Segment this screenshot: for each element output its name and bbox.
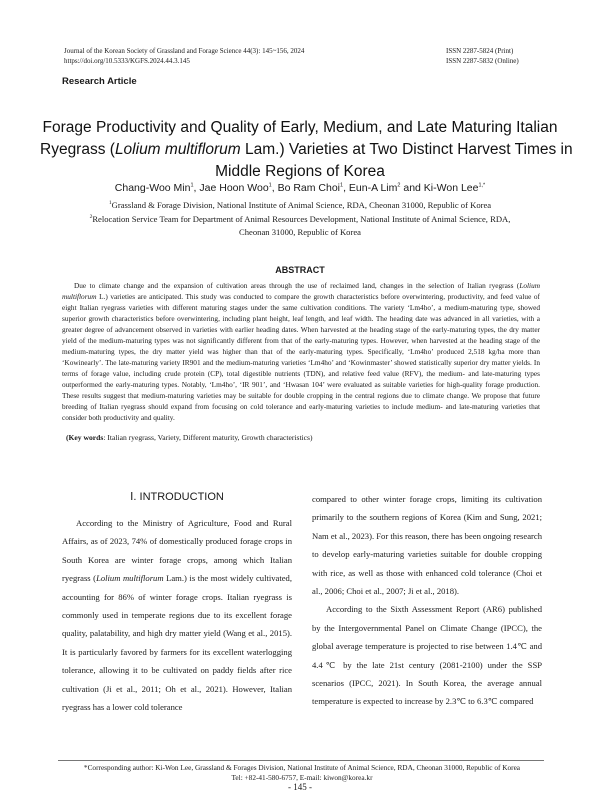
affil-text: Cheonan 31000, Republic of Korea <box>239 226 361 237</box>
keywords <box>66 433 313 442</box>
abstract-body <box>62 280 540 423</box>
author-name: Bo Ram Choi <box>277 182 341 194</box>
issn-print: ISSN 2287-5824 (Print) <box>446 47 514 55</box>
keywords-text: : Italian ryegrass, Variety, Different maturity, Growth characteristics) <box>103 433 313 442</box>
affil-mark: 2 <box>89 214 93 220</box>
section-heading: Ⅰ. INTRODUCTION <box>130 491 224 503</box>
author-name: Jae Hoon Woo <box>199 182 269 194</box>
title-line-1: Forage Productivity and Quality of Early, Medium, and Late Maturing Italian <box>42 119 558 136</box>
affiliation-1 <box>62 197 538 212</box>
title-text: Lam.) Varieties at Two Distinct Harvest Times in <box>240 141 573 158</box>
affiliation-2 <box>62 211 538 239</box>
title-line-2 <box>40 139 573 161</box>
author-name: Chang-Woo Min <box>114 182 191 194</box>
paragraph: compared to other winter forage crops, limiting its cultivation primarily to the southern regions of Korea (Kim and Sung, 2021; Nam et al., 2023). For this reason, there has been ongoing research to develop early-maturing varieties suitable for double cropping with rice, as well as those with enhanced cold tolerance (Choi et al., 2006; Choi et al., 2007; Ji et al., 2018). <box>312 494 542 597</box>
abstract-text: Due to climate change and the expansion of cultivation areas through the use of reclaimed land, changes in the selection of Italian ryegrass ( <box>74 281 520 290</box>
issn-block <box>446 46 519 66</box>
paragraph: According to the Sixth Assessment Report (AR6) published by the Intergovernmental Panel on Climate Change (IPCC), the global average temperature is projected to rise between 1.4℃ and 4.4℃ by the late 21st century (2081-2100) under the SSP scenarios (IPCC, 2021). In South Korea, the average annual temperature is expected to increase by 2.3℃ to 6.3℃ compared <box>312 604 542 707</box>
author-list: Chang-Woo Min$^1$, Jae Hoon Woo$^1$, Bo Ram Choi$^1$, Eun-A Lim$^2$ and Ki-Won Lee$^{1,*}$ <box>114 182 486 194</box>
footnote-block <box>62 763 542 783</box>
paragraph <box>62 514 292 716</box>
paragraph-text: According to the Ministry of Agriculture, Food and Rural Affairs, as of 2023, 74% of domestically produced forage crops in South Korea are winter forage crops, among which Italian ryegrass ( <box>62 518 292 584</box>
paper-title <box>40 117 573 183</box>
article-type: Research Article <box>62 76 137 87</box>
author-name: Eun-A Lim <box>348 182 398 194</box>
title-text: Ryegrass ( <box>40 141 115 158</box>
abstract-species: Lolium multiflorum <box>62 281 540 301</box>
footnote-rule <box>58 760 544 761</box>
species-name: Lolium multiflorum <box>96 573 164 584</box>
journal-citation: Journal of the Korean Society of Grassland and Forage Science 44(3): 145~156, 2024 <box>64 47 305 55</box>
page-number: - 145 - <box>288 782 312 792</box>
journal-header <box>64 46 304 66</box>
affil-text: Relocation Service Team for Department of Animal Resources Development, National Institute of Animal Science, RDA, <box>92 213 511 224</box>
author-affil-mark: 1,* <box>478 182 486 189</box>
footnote-line-2: Tel: +82-41-580-6757, E-mail: kiwon@korea.kr <box>231 773 373 782</box>
abstract-text: L.) varieties are anticipated. This study was conducted to compare the growth characteristics before overwintering, productivity, and feed value of eight Italian ryegrass varieties with different maturing stages under the same cultivation conditions. The variety ‘Lm4ho’, a medium-maturing type, showed superior growth characteristics before overwintering, including plant height, leaf length, and leaf width. The heading date was advanced in all varieties, with a greater degree of advancement observed in varieties with earlier heading dates. When harvested at the heading stage of the early-maturing types, the dry matter yield of the medium-maturing types was not significantly different from that of the early-maturing types. However, when harvested at the heading stage of the medium-maturing types, the dry matter yield was higher than that of the early-maturing types. Specifically, ‘Lm4ho’ produced 2,518 kg/ha more than ‘Kowinearly’. The late-maturing variety IR901 and the medium-maturing varieties ‘Lm4ho’ and ‘Kowinmaster’ showed statistically superior dry matter yields. In terms of forage value, including crude protein (CP), total digestible nutrients (TDN), and relative feed value (RFV), the medium- and late-maturing types outperformed the early-maturing types. Notably, ‘Lm4ho’, ‘IR 901’, and ‘Hwasan 104’ were evaluated as suitable varieties for high-quality forage production. These results suggest that medium-maturing varieties may be suitable for double cropping in the central regions due to climate change. We propose that future breeding of Italian ryegrass should expand from focusing on cold tolerance and early-maturing varieties to include medium- and late-maturing varieties that consider both productivity and quality. <box>62 292 540 422</box>
paragraph-text: Lam.) is the most widely cultivated, accounting for 86% of winter forage crops. Italian ryegrass is commonly used in temperate regions due to its excellent forage quality, palatability, and high dry matter yield (Wang et al., 2015). It is particularly favored by farmers for its excellent waterlogging tolerance, allowing it to be cultivated on paddy fields after rice cultivation (Ji et al., 2011; Oh et al., 2021). However, Italian ryegrass has a lower cold tolerance <box>62 573 293 713</box>
doi-link[interactable]: https://doi.org/10.5333/KGFS.2024.44.3.145 <box>64 57 190 65</box>
left-column <box>62 486 292 716</box>
author-affil-mark: 1 <box>340 182 344 189</box>
right-column <box>312 490 542 711</box>
author-affil-mark: 1 <box>268 182 272 189</box>
affil-text: Grassland & Forage Division, National Institute of Animal Science, RDA, Cheonan 31000, Republic of Korea <box>111 199 492 210</box>
affil-mark: 1 <box>108 200 112 206</box>
title-species: Lolium multiflorum <box>114 141 241 158</box>
title-line-3: Middle Regions of Korea <box>215 163 385 180</box>
abstract-heading: ABSTRACT <box>275 265 325 275</box>
keywords-label: (Key words <box>66 433 104 442</box>
author-name: Ki-Won Lee <box>423 182 479 194</box>
author-affil-mark: 1 <box>190 182 194 189</box>
issn-online: ISSN 2287-5832 (Online) <box>446 57 519 65</box>
footnote-line-1: *Corresponding author: Ki-Won Lee, Grassland & Forages Division, National Institute of Animal Science, RDA, Cheonan 31000, Republic of Korea <box>83 763 521 772</box>
author-affil-mark: 2 <box>397 182 401 189</box>
